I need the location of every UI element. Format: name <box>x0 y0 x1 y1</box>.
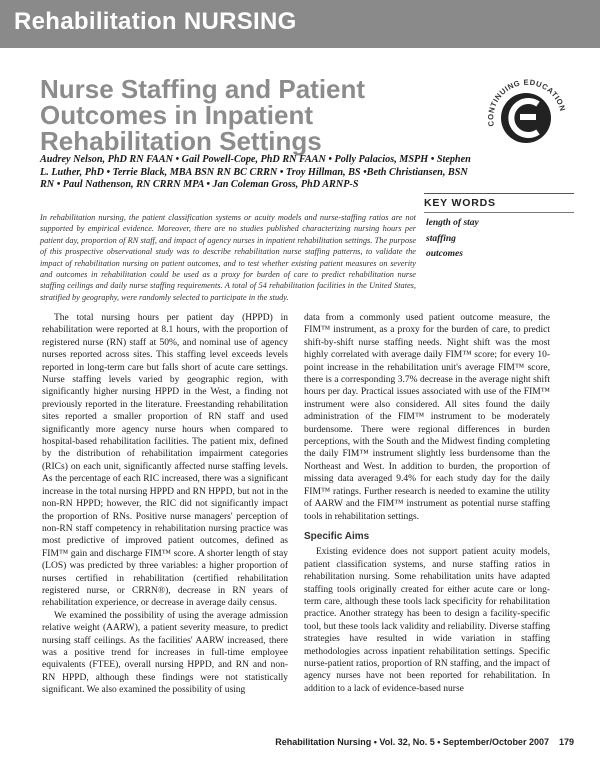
abstract: In rehabilitation nursing, the patient classification systems or acuity models and nurse-staffing ratios are not supported by empirical evidence. Moreover, there are no studies published characterizing nursing hours per patient day, proportion of RN staff, and impact of agency nurses in inpatient rehabilitation settings. The purpose of this prospective observational study was to describe rehabilitation nurse staffing patterns, to validate the impact of rehabilitation nursing on patient outcomes, and to test whether existing patient measures on severity and outcomes in rehabilitation could be used as a proxy for burden of care to predict rehabilitation nurse staffing ceilings and daily nurse staffing requirements. A total of 54 rehabilitation facilities in the United States, stratified by geography, were randomly selected to participate in the study. <box>40 213 416 302</box>
keyword-item: staffing <box>426 233 456 244</box>
body-paragraph: data from a commonly used patient outcome measure, the FIM™ instrument, as a proxy for the burden of care, to predict shift-by-shift nurse staffing needs. Night shift was the most highly correlated with average daily FIM™ score; for every 10-point increase in the rehabilitation unit's average FIM™ score, there is a corresponding 3.7% decrease in the average night shift hours per day. Practical issues associated with use of the FIM™ instrument were also considered. All sites found the daily administration of the FIM™ instrument to be moderately burdensome. There were regional differences in burden perceptions, with the South and the Midwest finding completing the daily FIM™ instrument slightly less burdensome than the Northeast and West. In addition to burden, the proportion of missing data averaged 9.4% for each study day for the daily FIM™ ratings. Further research is needed to examine the utility of AARW and the FIM™ instrument as potential nurse staffing tools in rehabilitation settings. <box>304 313 550 522</box>
keywords-heading: KEY WORDS <box>424 197 496 209</box>
body-paragraph: We examined the possibility of using the average admission relative weight (AARW), a patient severity measure, to predict nursing staff ceilings. As the facilities' AARW increased, there was a positive trend for increases in full-time employee equivalents (FTEE), overall nursing HPPD, and RN and non-RN HPPD, although these findings were not statistically significant. We also examined the possibility of using <box>42 610 288 696</box>
continuing-education-logo <box>480 68 572 160</box>
journal-name: Rehabilitation NURSING <box>14 8 297 35</box>
article-title: Nurse Staffing and Patient Outcomes in Inpatient Rehabilitation Settings <box>40 74 366 156</box>
section-heading-specific-aims: Specific Aims <box>304 530 370 542</box>
keywords-list <box>426 216 566 263</box>
keywords-divider <box>424 212 574 213</box>
author-list: Audrey Nelson, PhD RN FAAN • Gail Powell-Cope, PhD RN FAAN • Polly Palacios, MSPH • Stephen L. Luther, PhD • Terrie Black, MBA BSN RN BC CRRN • Troy Hillman, BS •Beth Christiansen, BSN RN • Paul Nathenson, RN CRRN MPA • Jan Coleman Gross, PhD ARNP-S <box>40 154 471 190</box>
body-paragraph: Existing evidence does not support patient acuity models, patient classification systems, and nurse staffing ratios in rehabilitation nursing. Some rehabilitation units have adapted staffing tools originally created for either acute care or long-term care, although these tools lack specificity for rehabilitation practice. Another strategy has been to design a facility-specific tool, but these tools lack validity and reliability. Diverse staffing strategies have resulted in wide variation in staffing methodologies across inpatient rehabilitation settings. Specific nurse-patient ratios, proportion of RN staffing, and the impact of agency nurses have not been reported for rehabilitation. In addition to a lack of evidence-based nurse <box>304 547 550 694</box>
body-column-left <box>42 312 288 697</box>
keyword-item: length of stay <box>426 218 479 228</box>
page-number: 179 <box>558 737 574 747</box>
footer-citation: Rehabilitation Nursing • Vol. 32, No. 5 • September/October 2007 <box>275 737 549 747</box>
keywords-top-rule <box>424 193 574 194</box>
body-column-right <box>304 312 550 695</box>
body-paragraph: The total nursing hours per patient day (HPPD) in rehabilitation were reported at 8.1 hours, with the proportion of registered nurse (RN) staff at 50%, and nominal use of agency nurses reported across sites. This staffing level exceeds levels reported in long-term care but falls short of acute care settings. Nurse staffing levels varied by geographic region, with significantly higher nursing HPPD in the West, a finding not previously reported in the literature. Freestanding rehabilitation sites reported a smaller proportion of RN staff and used significantly more agency nurse hours when compared to hospital-based rehabilitation facilities. The patient mix, defined by the distribution of rehabilitation impairment categories (RICs) on each unit, significantly affected nurse staffing levels. As the percentage of each RIC increased, there was a significant increase in the total nursing HPPD and RN HPPD, but not in the non-RN HPPD; however, the RIC did not significantly impact the proportion of RNs. Positive nurse managers' perception of non-RN staff competency in rehabilitation nursing practice was most predictive of improved patient outcomes, defined as FIM™ gain and discharge FIM™ score. A shorter length of stay (LOS) was predicted by three variables: a higher proportion of nurses certified in rehabilitation (certified rehabilitation registered nurse, or CRRN®), decrease in RN years of rehabilitation experience, or decrease in average daily census. <box>42 313 288 609</box>
keyword-item: outcomes <box>426 249 463 259</box>
logo-arc-text: CONTINUING EDUCATION <box>486 77 568 128</box>
page-footer <box>275 737 574 747</box>
